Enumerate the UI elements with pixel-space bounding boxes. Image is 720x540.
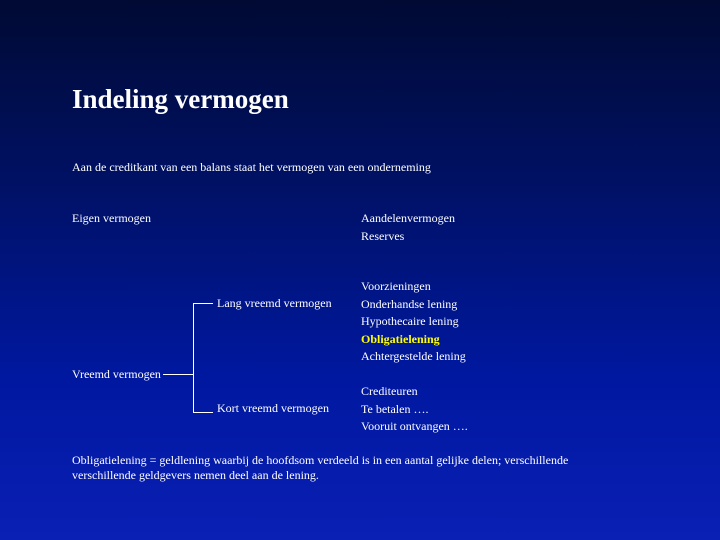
vreemd-vermogen-label: Vreemd vermogen xyxy=(72,367,161,381)
kort-item: Crediteuren xyxy=(361,384,418,398)
lang-item: Achtergestelde lening xyxy=(361,349,466,363)
footnote-line: Obligatielening = geldlening waarbij de hoofdsom verdeeld is in een aantal gelijke delen; verschillende xyxy=(72,453,569,467)
vreemd-connector-horizontal xyxy=(163,374,193,375)
lang-item: Hypothecaire lening xyxy=(361,314,459,328)
eigen-vermogen-label: Eigen vermogen xyxy=(72,211,151,225)
lang-item: Onderhandse lening xyxy=(361,296,458,311)
lang-vreemd-label: Lang vreemd vermogen xyxy=(217,296,332,310)
kort-item: Te betalen …. xyxy=(361,401,429,416)
footnote xyxy=(72,453,592,483)
eigen-item: Reserves xyxy=(361,228,405,243)
lang-item: Voorzieningen xyxy=(361,279,431,293)
footnote-line: verschillende geldgevers nemen deel aan de lening. xyxy=(72,468,319,482)
eigen-item: Aandelenvermogen xyxy=(361,211,455,225)
lang-vreemd-list xyxy=(361,278,466,366)
lang-connector xyxy=(193,303,213,304)
kort-item: Vooruit ontvangen …. xyxy=(361,419,468,433)
intro-text: Aan de creditkant van een balans staat het vermogen van een onderneming xyxy=(72,160,431,174)
slide-title: Indeling vermogen xyxy=(72,84,289,114)
eigen-vermogen-list xyxy=(361,210,455,245)
kort-connector xyxy=(193,412,213,413)
tree-connector-vertical xyxy=(193,303,194,413)
lang-item-highlighted: Obligatielening xyxy=(361,331,440,346)
kort-vreemd-label: Kort vreemd vermogen xyxy=(217,401,329,415)
kort-vreemd-list xyxy=(361,383,468,436)
